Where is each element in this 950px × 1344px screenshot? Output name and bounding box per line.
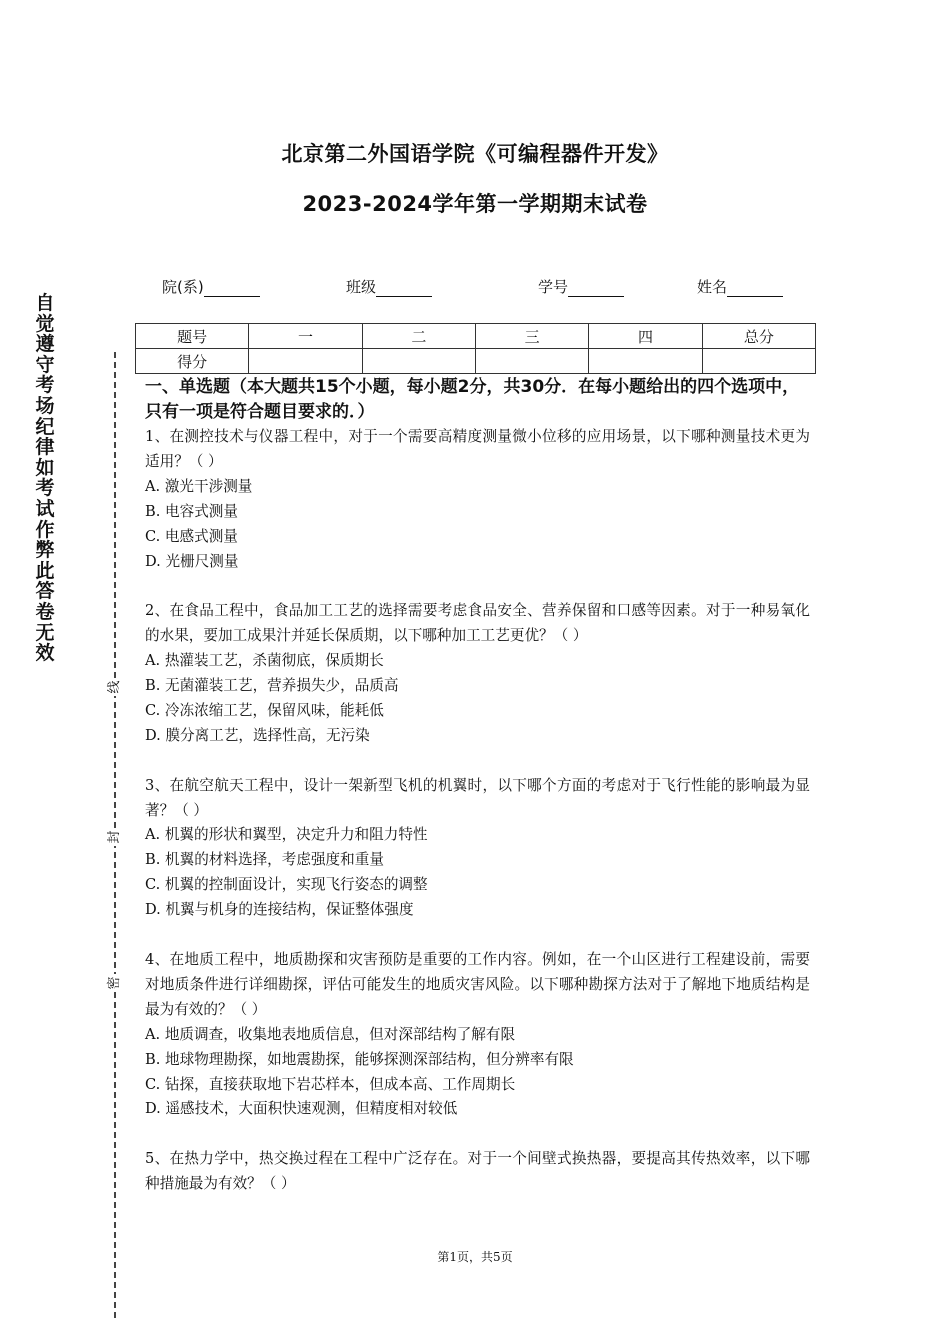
notice-char: 卷 <box>35 600 55 623</box>
answer-option[interactable]: D. 膜分离工艺，选择性高，无污染 <box>145 726 370 744</box>
answer-option[interactable]: A. 热灌装工艺，杀菌彻底，保质期长 <box>145 652 384 670</box>
question-item <box>145 774 810 948</box>
score-header-cell: 三 <box>475 324 588 349</box>
notice-char: 无 <box>35 621 55 644</box>
answer-option[interactable]: D. 光栅尺测量 <box>145 552 239 570</box>
question-item <box>145 1147 810 1197</box>
score-header-cell: 四 <box>589 324 702 349</box>
notice-char: 此 <box>35 559 55 582</box>
answer-option[interactable]: B. 无菌灌装工艺，营养损失少，品质高 <box>145 677 399 695</box>
notice-char: 遵 <box>35 333 55 356</box>
field-department-label: 院(系) <box>162 278 204 296</box>
exam-title-line1: 北京第二外国语学院《可编程器件开发》 <box>281 142 669 166</box>
notice-char: 效 <box>35 642 55 665</box>
exam-content <box>145 375 810 1197</box>
field-name-blank[interactable] <box>727 282 783 297</box>
score-table-header-row <box>136 324 816 349</box>
answer-option[interactable]: A. 机翼的形状和翼型，决定升力和阻力特性 <box>145 826 428 844</box>
question-stem: 5、在热力学中，热交换过程在工程中广泛存在。对于一个间壁式换热器，要提高其传热效率，以下哪种措施最为有效？（ ） <box>145 1150 810 1193</box>
cut-label-seal: 封 <box>107 828 123 846</box>
field-department <box>162 276 260 297</box>
field-class-blank[interactable] <box>376 282 432 297</box>
question-item <box>145 425 810 599</box>
score-table <box>135 323 816 374</box>
answer-option[interactable]: D. 机翼与机身的连接结构，保证整体强度 <box>145 901 414 919</box>
answer-option[interactable]: C. 冷冻浓缩工艺，保留风味，能耗低 <box>145 701 384 719</box>
question-stem: 3、在航空航天工程中，设计一架新型飞机的机翼时，以下哪个方面的考虑对于飞行性能的影响最为显著？（ ） <box>145 776 810 819</box>
field-name-label: 姓名 <box>697 278 728 296</box>
notice-char: 纪 <box>35 415 55 438</box>
notice-char: 如 <box>35 456 55 479</box>
question-stem: 2、在食品工程中，食品加工工艺的选择需要考虑食品安全、营养保留和口感等因素。对于一种易氧化的水果，要加工成果汁并延长保质期，以下哪种加工工艺更优？（ ） <box>145 602 810 645</box>
field-department-blank[interactable] <box>204 282 260 297</box>
notice-char: 场 <box>35 394 55 417</box>
question-item <box>145 599 810 773</box>
score-header-cell: 题号 <box>136 324 249 349</box>
score-header-cell: 总分 <box>702 324 815 349</box>
score-header-cell: 二 <box>362 324 475 349</box>
answer-option[interactable]: B. 地球物理勘探，如地震勘探，能够探测深部结构，但分辨率有限 <box>145 1050 574 1068</box>
field-class <box>346 276 432 297</box>
question-spacer <box>145 749 810 774</box>
field-name <box>697 276 783 297</box>
score-cell[interactable] <box>475 349 588 374</box>
question-spacer <box>145 574 810 599</box>
field-class-label: 班级 <box>346 278 377 296</box>
answer-option[interactable]: B. 机翼的材料选择，考虑强度和重量 <box>145 851 384 869</box>
answer-option[interactable]: C. 机翼的控制面设计，实现飞行姿态的调整 <box>145 876 428 894</box>
field-student-id <box>538 276 624 297</box>
notice-char: 考 <box>35 374 55 397</box>
score-cell[interactable] <box>589 349 702 374</box>
answer-option[interactable]: C. 钻探，直接获取地下岩芯样本，但成本高、工作周期长 <box>145 1075 516 1093</box>
score-cell[interactable] <box>362 349 475 374</box>
question-list <box>145 425 810 1197</box>
notice-char: 试 <box>35 497 55 520</box>
answer-option[interactable]: A. 激光干涉测量 <box>145 477 253 495</box>
notice-char: 答 <box>35 580 55 603</box>
field-student-id-label: 学号 <box>538 278 569 296</box>
cut-label-secret: 密 <box>107 974 123 992</box>
section-heading: 一、单选题（本大题共15个小题，每小题2分，共30分．在每小题给出的四个选项中，只有一项是符合题目要求的．） <box>145 377 800 422</box>
score-cell[interactable] <box>249 349 362 374</box>
question-stem: 1、在测控技术与仪器工程中，对于一个需要高精度测量微小位移的应用场景，以下哪种测量技术更为适用？（ ） <box>145 428 810 470</box>
field-student-id-blank[interactable] <box>568 282 624 297</box>
page-number: 第1页，共5页 <box>437 1250 513 1264</box>
question-item <box>145 948 810 1147</box>
notice-char: 弊 <box>35 539 55 562</box>
exam-title-line2: 2023-2024学年第一学期期末试卷 <box>302 192 648 216</box>
score-cell[interactable] <box>702 349 815 374</box>
score-table-score-row <box>136 349 816 374</box>
exam-discipline-notice <box>33 293 57 664</box>
notice-char: 作 <box>35 518 55 541</box>
notice-char: 考 <box>35 477 55 500</box>
question-stem: 4、在地质工程中，地质勘探和灾害预防是重要的工作内容。例如，在一个山区进行工程建设前，需要对地质条件进行详细勘探，评估可能发生的地质灾害风险。以下哪种勘探方法对于了解地下地质结构是最为有效的？（ ） <box>145 950 810 1018</box>
notice-char: 律 <box>35 436 55 459</box>
score-header-cell: 一 <box>249 324 362 349</box>
notice-char: 守 <box>35 353 55 376</box>
answer-option[interactable]: D. 遥感技术，大面积快速观测，但精度相对较低 <box>145 1100 458 1118</box>
answer-option[interactable]: B. 电容式测量 <box>145 502 238 520</box>
score-row-label: 得分 <box>136 349 249 374</box>
question-spacer <box>145 923 810 948</box>
cut-label-line: 线 <box>107 678 123 696</box>
question-spacer <box>145 1122 810 1147</box>
answer-option[interactable]: C. 电感式测量 <box>145 527 238 545</box>
notice-char: 觉 <box>35 312 55 335</box>
answer-option[interactable]: A. 地质调查，收集地表地质信息，但对深部结构了解有限 <box>145 1025 516 1043</box>
notice-char: 自 <box>35 292 55 314</box>
